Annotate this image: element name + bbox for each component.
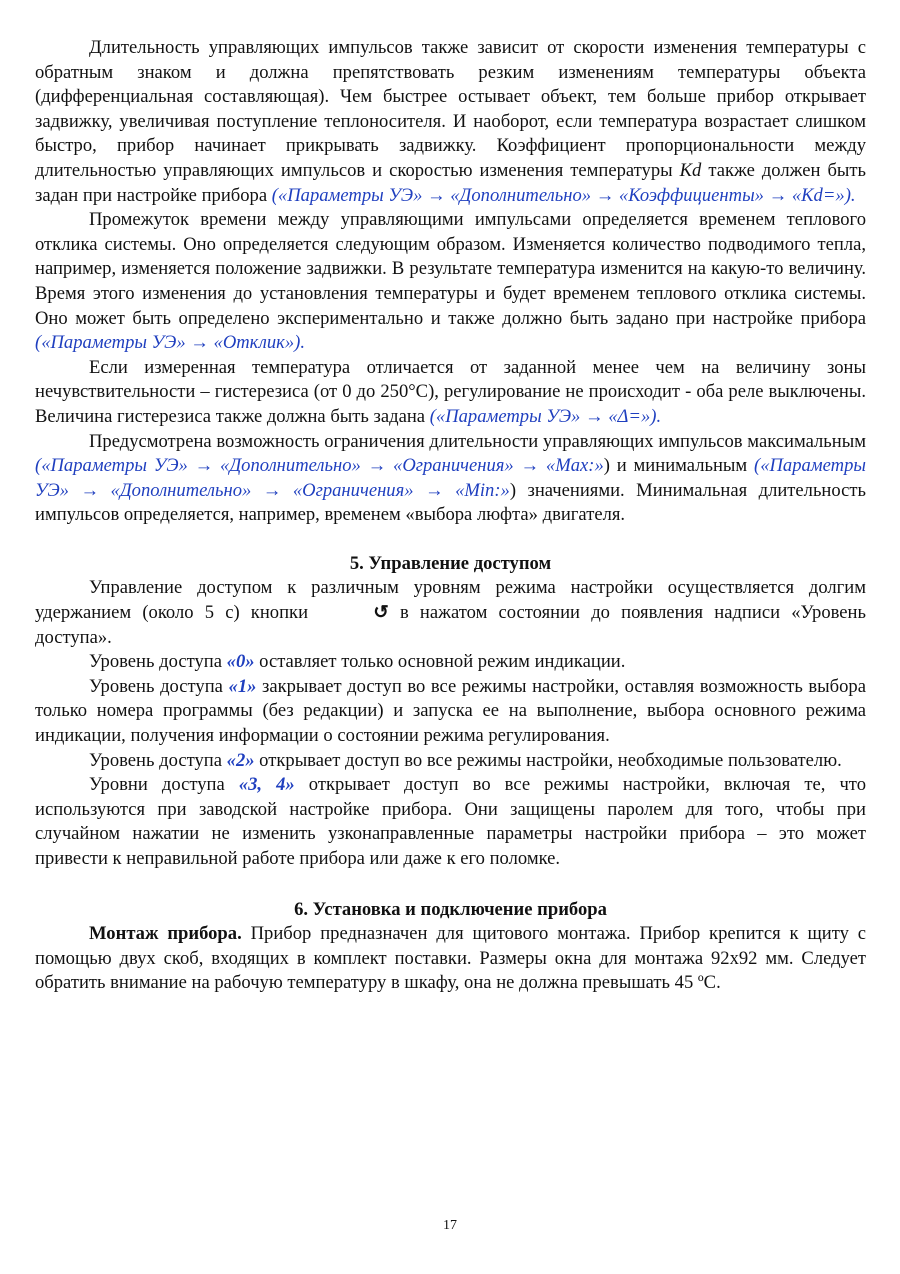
- section-6-title: 6. Установка и подключение прибора: [294, 898, 607, 920]
- text: ) и минимальным: [603, 455, 754, 477]
- text: Уровень доступа: [89, 651, 227, 673]
- document-page: [35, 36, 866, 996]
- level-label: «2»: [226, 749, 255, 771]
- paragraph-access-control: [35, 576, 866, 650]
- text: в нажатом состоянии до появления надписи «Уровень доступа».: [35, 602, 866, 648]
- text: Уровни доступа: [89, 774, 239, 796]
- kd-symbol: Kd: [679, 159, 702, 181]
- menu-path-response: («Параметры УЭ» → «Отклик»).: [35, 332, 305, 354]
- text: оставляет только основной режим индикации.: [254, 651, 626, 673]
- paragraph-level-0: [35, 650, 866, 675]
- paragraph-level-1: [35, 675, 866, 749]
- text: Уровень доступа: [89, 675, 229, 697]
- level-label: «1»: [228, 675, 257, 697]
- level-label: «3, 4»: [238, 774, 295, 796]
- menu-path-delta: («Параметры УЭ» → «Δ=»).: [429, 405, 662, 427]
- text: Предусмотрена возможность ограничения длительности управляющих импульсов максимальным: [89, 430, 866, 452]
- text: Управление доступом к различным уровням режима настройки осуществляется долгим удержанием (около 5 с) кнопки: [35, 577, 866, 624]
- refresh-button-icon: ↺: [373, 602, 389, 624]
- text: ) значениями. Минимальная длительность импульсов определяется, например, временем «выбора люфта» двигателя.: [35, 479, 866, 526]
- paragraph-level-3-4: [35, 773, 866, 871]
- text: закрывает доступ во все режимы настройки, оставляя возможность выбора только номера программы (без редакции) и запуска ее на выполнение, выбора основного режима индикации, получения информации о состоянии режима регулирования.: [35, 675, 866, 747]
- text: Длительность управляющих импульсов также зависит от скорости изменения температуры с обратным знаком и должна препятствовать резким изменениям температуры объекта (дифференциальная составляющая). Чем быстрее остывает объект, тем больше прибор открывает задвижку, увеличивая поступление теплоносителя. И наоборот, если температура возрастает слишком быстро, прибор начинает прикрывать задвижку. Коэффициент пропорциональности между длительностью управляющих импульсов и скоростью изменения температуры: [35, 37, 866, 181]
- level-label: «0»: [226, 651, 255, 673]
- text: также должен быть задан при настройке прибора: [35, 159, 866, 206]
- paragraph-hysteresis: [35, 356, 866, 430]
- paragraph-mounting: [35, 922, 866, 996]
- page-number: 17: [443, 1218, 457, 1233]
- menu-path-kd: («Параметры УЭ» → «Дополнительно» → «Коэффициенты» → «Kd=»).: [271, 184, 856, 206]
- text: Уровень доступа: [89, 749, 227, 771]
- text: Прибор предназначен для щитового монтажа. Прибор крепится к щиту с помощью двух скоб, входящих в комплект поставки. Размеры окна для монтажа 92х92 мм. Следует обратить внимание на рабочую температуру в шкафу, она не должна превышать 45 ºС.: [35, 923, 867, 994]
- text: открывает доступ во все режимы настройки, необходимые пользователю.: [254, 749, 842, 771]
- text: Промежуток времени между управляющими импульсами определяется временем теплового отклика системы. Оно определяется следующим образом. Изменяется количество подводимого тепла, например, изменяется положение задвижки. В результате температура изменится на какую-то величину. Время этого изменения до установления температуры и будет временем теплового отклика системы. Оно может быть определено экспериментально и также должно быть задано при настройке прибора: [35, 209, 866, 329]
- paragraph-limits: [35, 430, 866, 528]
- section-5-title: 5. Управление доступом: [349, 552, 552, 574]
- text: Если измеренная температура отличается от заданной менее чем на величину зоны нечувствительности – гистерезиса (от 0 до 250°С), регулирование не происходит - оба реле выключены. Величина гистерезиса также должна быть задана: [35, 356, 866, 427]
- text: открывает доступ во все режимы настройки, включая те, что используются при заводской настройке прибора. Они защищены паролем для того, чтобы при случайном нажатии не изменить узконаправленные параметры настройки прибора – это может привести к неправильной работе прибора или даже к его поломке.: [35, 774, 866, 869]
- paragraph-response-time: [35, 208, 866, 356]
- paragraph-derivative: [35, 36, 866, 208]
- menu-path-max: («Параметры УЭ» → «Дополнительно» → «Ограничения» → «Max:»: [35, 455, 604, 477]
- paragraph-level-2: [35, 749, 866, 774]
- menu-path-min: («Параметры УЭ» → «Дополнительно» → «Ограничения» → «Min:»: [35, 455, 866, 501]
- mounting-lead: Монтаж прибора.: [89, 923, 242, 945]
